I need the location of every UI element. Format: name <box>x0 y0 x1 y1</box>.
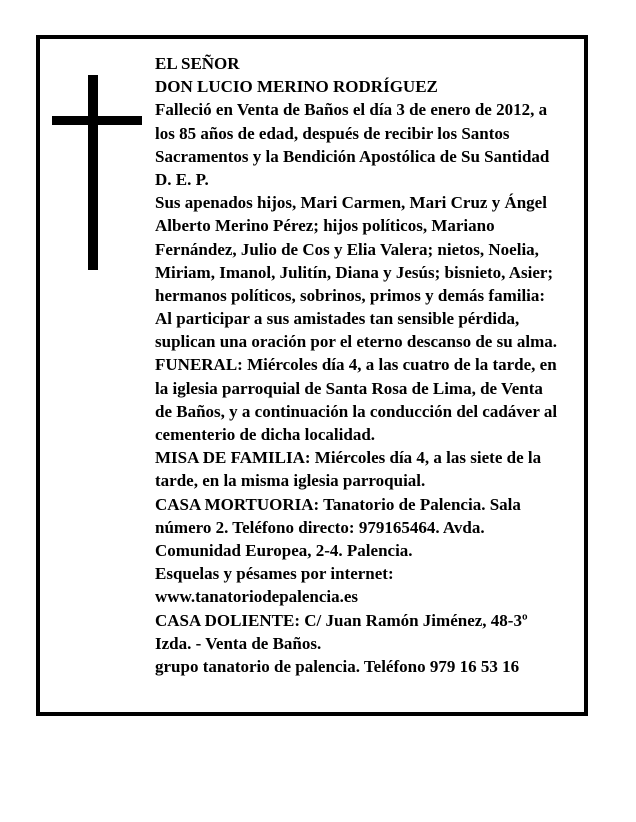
text-line: Falleció en Venta de Baños el día 3 de enero de 2012, a <box>155 100 548 120</box>
text-line: Comunidad Europea, 2-4. Palencia. <box>155 540 413 560</box>
text-line: CASA DOLIENTE: C/ Juan Ramón Jiménez, 48-3º <box>155 610 528 630</box>
text-line: grupo tanatorio de palencia. Teléfono 979 16 53 16 <box>155 656 520 676</box>
text-line: Fernández, Julio de Cos y Elia Valera; nietos, Noelia, <box>155 239 539 259</box>
header-title: EL SEÑOR <box>155 54 240 73</box>
text-line: FUNERAL: Miércoles día 4, a las cuatro de la tarde, en <box>155 355 557 375</box>
text-line: Alberto Merino Pérez; hijos políticos, Mariano <box>155 216 495 236</box>
text-line: CASA MORTUORIA: Tanatorio de Palencia. Sala <box>155 494 521 514</box>
text-line: suplican una oración por el eterno descanso de su alma. <box>155 332 558 352</box>
deceased-name: DON LUCIO MERINO RODRÍGUEZ <box>155 77 438 97</box>
text-line: hermanos políticos, sobrinos, primos y demás familia: <box>155 285 546 305</box>
text-line: cementerio de dicha localidad. <box>155 425 376 444</box>
text-line: Esquelas y pésames por internet: <box>155 564 394 584</box>
text-line: Sus apenados hijos, Mari Carmen, Mari Cruz y Ángel <box>155 193 547 213</box>
text-line: Al participar a sus amistades tan sensible pérdida, <box>155 309 520 329</box>
obituary-card <box>36 35 588 716</box>
text-line: Izda. - Venta de Baños. <box>155 633 322 653</box>
cross-horizontal-bar <box>52 116 142 125</box>
text-line: Miriam, Imanol, Julitín, Diana y Jesús; bisnieto, Asier; <box>155 262 554 282</box>
text-line: tarde, en la misma iglesia parroquial. <box>155 471 426 491</box>
text-line: Sacramentos y la Bendición Apostólica de Su Santidad <box>155 146 550 166</box>
cross-vertical-bar <box>88 75 98 270</box>
text-line: MISA DE FAMILIA: Miércoles día 4, a las siete de la <box>155 448 542 468</box>
text-line: www.tanatoriodepalencia.es <box>155 587 359 607</box>
text-line: la iglesia parroquial de Santa Rosa de Lima, de Venta <box>155 378 543 398</box>
text-line: los 85 años de edad, después de recibir los Santos <box>155 123 510 143</box>
text-line: número 2. Teléfono directo: 979165464. Avda. <box>155 517 485 537</box>
text-line: D. E. P. <box>155 169 209 189</box>
obituary-text <box>155 52 591 678</box>
body-lines <box>155 98 591 678</box>
text-line: de Baños, y a continuación la conducción del cadáver al <box>155 401 558 421</box>
